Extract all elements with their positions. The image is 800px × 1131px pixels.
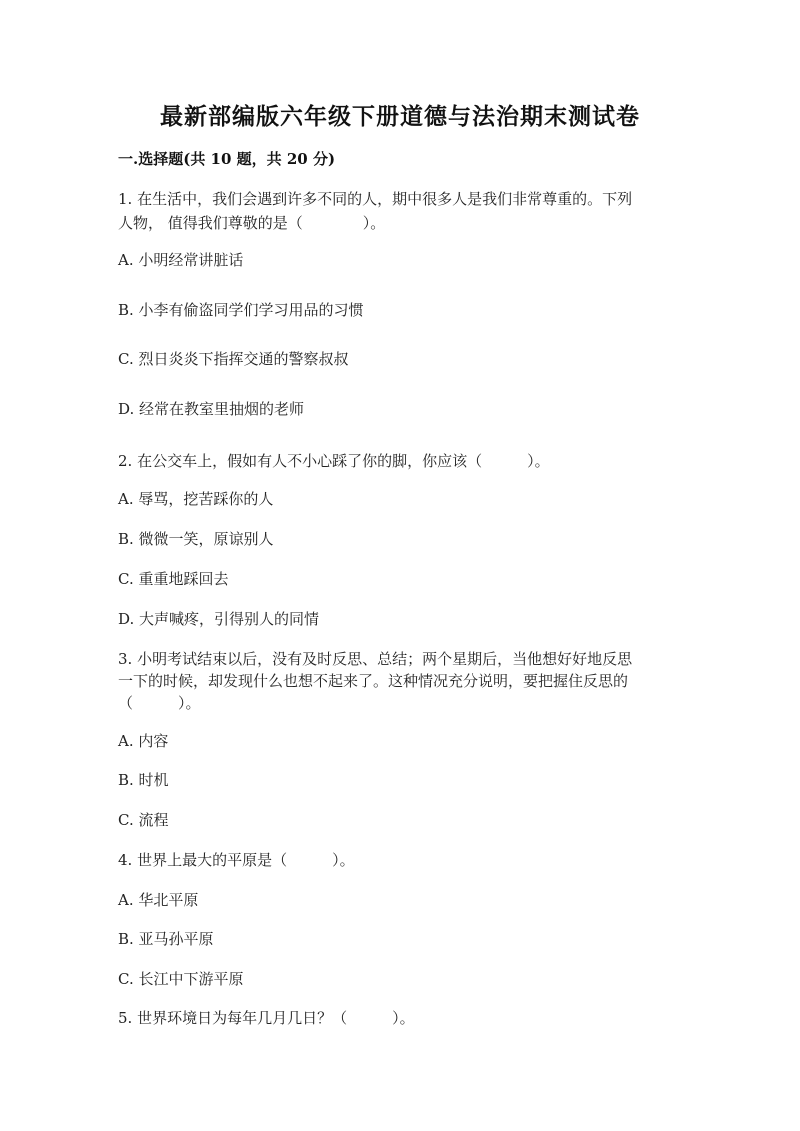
question-2-stem-line-1: 2. 在公交车上，假如有人不小心踩了你的脚，你应该（ ）。 <box>118 452 550 470</box>
question-1-stem-line-2: 人物， 值得我们尊敬的是（ ）。 <box>118 214 386 232</box>
question-4-option-b: B. 亚马孙平原 <box>118 930 214 948</box>
question-1-option-a: A. 小明经常讲脏话 <box>118 251 244 269</box>
question-3-stem-line-1: 3. 小明考试结束以后，没有及时反思、总结；两个星期后，当他想好好地反思 <box>118 650 633 668</box>
question-3-stem-line-2: 一下的时候，却发现什么也想不起来了。这种情况充分说明，要把握住反思的 <box>118 672 629 690</box>
question-1-option-d: D. 经常在教室里抽烟的老师 <box>118 400 305 418</box>
question-3-option-c: C. 流程 <box>118 811 169 829</box>
question-4-stem-line-1: 4. 世界上最大的平原是（ ）。 <box>118 851 355 869</box>
question-3-stem-line-3: （ ）。 <box>118 694 201 712</box>
question-2-option-d: D. 大声喊疼，引得别人的同情 <box>118 610 320 628</box>
question-5-stem-line-1: 5. 世界环境日为每年几月几日？（ ）。 <box>118 1009 415 1027</box>
question-1-stem-line-1: 1. 在生活中，我们会遇到许多不同的人，期中很多人是我们非常尊重的。下列 <box>118 190 633 208</box>
question-4-option-a: A. 华北平原 <box>118 891 199 909</box>
question-1-option-b: B. 小李有偷盗同学们学习用品的习惯 <box>118 301 364 319</box>
page-title: 最新部编版六年级下册道德与法治期末测试卷 <box>160 103 640 130</box>
question-2-option-a: A. 辱骂，挖苦踩你的人 <box>118 490 274 508</box>
question-2-option-b: B. 微微一笑，原谅别人 <box>118 530 274 548</box>
section-heading: 一.选择题(共 10 题，共 20 分) <box>118 150 336 168</box>
question-2-option-c: C. 重重地踩回去 <box>118 570 229 588</box>
question-1-option-c: C. 烈日炎炎下指挥交通的警察叔叔 <box>118 350 349 368</box>
question-3-option-b: B. 时机 <box>118 771 169 789</box>
question-3-option-a: A. 内容 <box>118 732 169 750</box>
question-4-option-c: C. 长江中下游平原 <box>118 970 244 988</box>
